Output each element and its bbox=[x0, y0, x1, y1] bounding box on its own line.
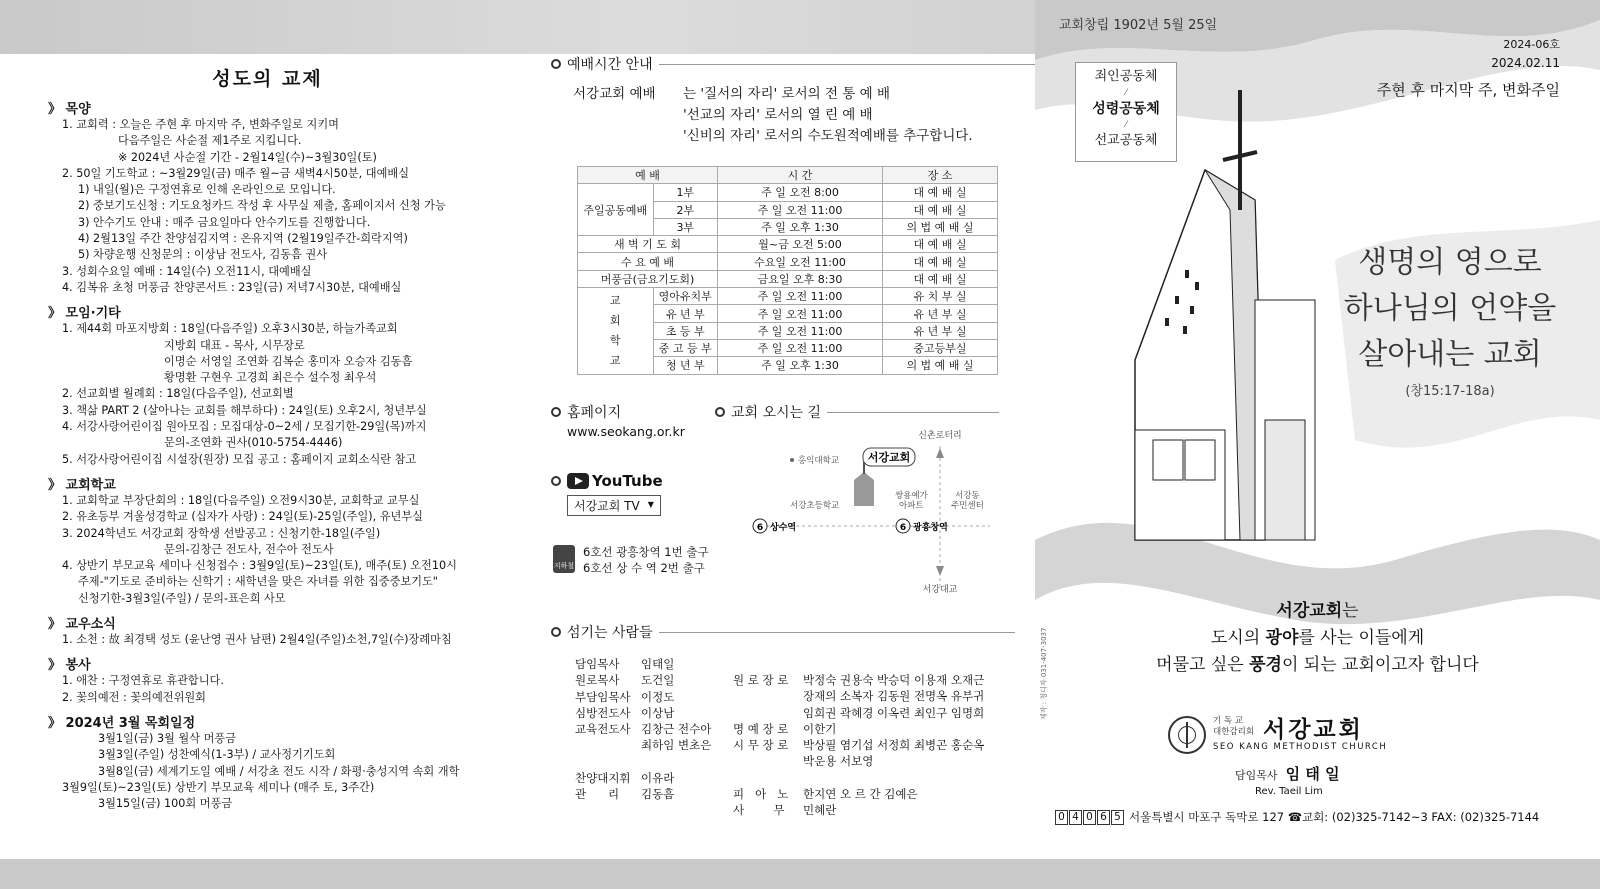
church-logo-seal bbox=[1168, 716, 1206, 754]
notice-line: 1. 소천 : 故 최경택 성도 (윤난영 권사 남편) 2월4일(주일)소천,7일(수)장례마침 bbox=[62, 633, 452, 647]
svg-text:6: 6 bbox=[899, 523, 907, 533]
intro-line: '선교의 자리' 로서의 열 린 예 배 bbox=[683, 107, 873, 123]
logo-english-name: SEO KANG METHODIST CHURCH bbox=[1213, 742, 1388, 752]
notice-line: 2. 꽃의예전 : 꽃의예전위원회 bbox=[62, 690, 206, 704]
staff-row bbox=[575, 754, 711, 770]
logo-denomination: 기 독 교 대한감리회 bbox=[1213, 716, 1255, 737]
section-heading: 》 교회학교 bbox=[48, 477, 116, 493]
staff-names: 장재의 소복자 김동원 전명옥 유부귀 bbox=[803, 689, 985, 704]
bulletin-date: 2024.02.11 bbox=[1491, 56, 1560, 70]
fellowship-panel bbox=[0, 54, 535, 859]
arrow-up-icon bbox=[936, 448, 944, 458]
info-panel bbox=[535, 54, 1035, 859]
staff-row bbox=[575, 656, 711, 672]
staff-row bbox=[575, 721, 711, 737]
staff-row bbox=[575, 770, 711, 786]
staff-role: 부담임목사 bbox=[575, 689, 631, 704]
staff-names: 박상필 염기섭 서정희 최병곤 홍순옥 bbox=[803, 738, 985, 753]
map-hongik-label: 홍익대학교 bbox=[798, 456, 840, 466]
notice-line: 2. 50일 기도학교 : ~3월29일(금) 매주 월~금 새벽4시50분, 대예배실 bbox=[62, 166, 410, 180]
staff-role: 찬양대지휘 bbox=[575, 771, 631, 786]
notice-line: 4) 2월13일 주간 찬양섬김지역 : 온유지역 (2월19일주간-희락지역) bbox=[78, 232, 408, 246]
staff-role: 담임목사 bbox=[575, 657, 620, 671]
directions-header: 교회 오시는 길 bbox=[715, 402, 999, 422]
section-heading: 》 목양 bbox=[48, 102, 91, 117]
staff-row bbox=[733, 721, 984, 737]
notice-line: 1. 제44회 마포지방회 : 18일(다음주일) 오후3시30분, 하늘가족교회 bbox=[62, 322, 398, 336]
staff-row bbox=[733, 753, 984, 769]
notice-line: 1) 내일(월)은 구정연휴로 인해 온라인으로 모입니다. bbox=[78, 183, 336, 197]
notice-line: 다음주일은 사순절 제1주로 지킵니다. bbox=[118, 134, 302, 148]
staff-role: 관 리 bbox=[575, 787, 620, 802]
bottom-band bbox=[0, 859, 1600, 889]
staff-role: 시 무 장 로 bbox=[733, 738, 789, 753]
table-row: 청 년 부 주 일 오후 1:30 의 법 예 배 실 bbox=[578, 357, 998, 374]
staff-names: 이상남 bbox=[641, 705, 675, 720]
notice-line: 3월15일(금) 100회 머풍금 bbox=[98, 797, 233, 811]
staff-row bbox=[733, 770, 984, 786]
staff-names: 도건일 bbox=[641, 673, 675, 688]
map-apt-label-1: 쌍용예가 bbox=[895, 491, 928, 501]
notice-line: 4. 서강사랑어린이집 원아모집 : 모집대상-0~2세 / 모집기한-29일(목)까지 bbox=[62, 420, 427, 434]
staff-names: 이유라 bbox=[641, 771, 675, 786]
map-elementary-label: 서강초등학교 bbox=[790, 501, 840, 511]
staff-row bbox=[733, 737, 984, 753]
staff-role: 심방전도사 bbox=[575, 705, 631, 720]
table-row: 교 회 학 교 영아유치부 주 일 오전 11:00 유 치 부 실 bbox=[578, 288, 998, 305]
map-center-label-2: 주민센터 bbox=[951, 501, 984, 511]
staff-names: 임희권 곽혜경 이옥련 최인구 임명희 bbox=[803, 705, 985, 720]
staff-names: 민혜란 bbox=[803, 803, 837, 818]
vision-statement: 서강교회는 도시의 광야를 사는 이들에게 머물고 싶은 풍경이 되는 교회이고자 합니다 bbox=[1156, 601, 1479, 675]
staff-row bbox=[575, 737, 711, 753]
postcode-digit: 0 bbox=[1055, 810, 1068, 825]
staff-names: 박운용 서보영 bbox=[803, 754, 874, 769]
postcode-digit: 6 bbox=[1097, 810, 1110, 825]
homepage-header: 홈페이지 bbox=[551, 402, 621, 422]
notice-line: 1. 교회력 : 오늘은 주현 후 마지막 주, 변화주일로 지키며 bbox=[62, 118, 339, 131]
bullet-circle-icon bbox=[551, 476, 561, 486]
homepage-url[interactable]: www.seokang.or.kr bbox=[567, 424, 685, 439]
arrow-down-icon bbox=[936, 566, 944, 576]
notice-line: 3. 책삶 PART 2 (살아나는 교회를 해부하다) : 24일(토) 오후2시, 청년부실 bbox=[62, 403, 427, 417]
staff-role: 원로목사 bbox=[575, 673, 620, 688]
staff-list-right bbox=[733, 672, 984, 819]
youtube-header: YouTube bbox=[551, 472, 663, 490]
notice-line: 주제-"기도로 준비하는 신학기 : 새학년을 맞은 자녀를 위한 집중중보기도" bbox=[78, 575, 438, 589]
section-heading: 》 2024년 3월 목회일정 bbox=[48, 715, 196, 731]
map-church-label: 서강교회 bbox=[867, 451, 911, 464]
map-north-label: 신촌로터리 bbox=[918, 431, 962, 441]
table-row: 유 년 부 주 일 오전 11:00 유 년 부 실 bbox=[578, 305, 998, 322]
notice-line: 1. 애찬 : 구정연휴로 휴관합니다. bbox=[62, 674, 224, 688]
founded-text: 교회창립 1902년 5월 25일 bbox=[1059, 18, 1218, 33]
staff-names: 이한기 bbox=[803, 721, 837, 736]
youtube-channel-box[interactable]: 서강교회 TV ▼ bbox=[567, 495, 661, 516]
notice-line: 4. 상반기 부모교육 세미나 신청접수 : 3월9일(토)~23일(토), 매주(토) 오전10시 bbox=[62, 559, 457, 573]
table-row: 수 요 예 배 수요일 오전 11:00 대 예 배 실 bbox=[578, 253, 998, 270]
table-row: 예 배 시 간 장 소 bbox=[578, 167, 998, 184]
section-heading: 》 교우소식 bbox=[48, 617, 116, 633]
intro-line: 서강교회 예배 는 '질서의 자리' 로서의 전 통 예 배 bbox=[573, 86, 890, 102]
youtube-play-icon bbox=[567, 473, 589, 489]
map-apt-label-2: 아파트 bbox=[899, 501, 924, 511]
staff-header: 섬기는 사람들 bbox=[551, 622, 1015, 642]
intro-line: '신비의 자리' 로서의 수도원적예배를 추구합니다. bbox=[683, 128, 973, 144]
staff-row bbox=[575, 689, 711, 705]
staff-row bbox=[575, 786, 711, 802]
postcode bbox=[1055, 810, 1125, 825]
notice-line: 문의-김창근 전도사, 전수아 전도사 bbox=[164, 542, 334, 556]
table-row: 새 벽 기 도 회 월~금 오전 5:00 대 예 배 실 bbox=[578, 236, 998, 253]
notice-line: 4. 김복유 초청 머풍금 찬양콘서트 : 23일(금) 저녁7시30분, 대예배실 bbox=[62, 280, 402, 294]
staff-role: 명 예 장 로 bbox=[733, 721, 789, 736]
map-station2-label: 광흥창역 bbox=[913, 523, 948, 533]
table-row: 중 고 등 부 주 일 오전 11:00 중고등부실 bbox=[578, 339, 998, 356]
notice-line: 이명순 서영일 조연화 김복순 홍미자 오승자 김동흠 bbox=[164, 354, 413, 368]
svg-text:6: 6 bbox=[756, 523, 764, 533]
notice-line: 3) 안수기도 안내 : 매주 금요일마다 안수기도를 진행합니다. bbox=[78, 215, 371, 229]
table-row: 주일공동예배 1부 주 일 오전 8:00 대 예 배 실 bbox=[578, 184, 998, 201]
notice-line: 2. 선교회별 월례회 : 18일(다음주일), 선교회별 bbox=[62, 387, 294, 401]
bible-verse: (창15:17-18a) bbox=[1405, 384, 1495, 399]
table-row: 초 등 부 주 일 오전 11:00 유 년 부 실 bbox=[578, 322, 998, 339]
staff-row bbox=[733, 802, 984, 818]
slogan: 생명의 영으로 하나님의 언약을 살아내는 교회 bbox=[1343, 245, 1557, 372]
notice-line: 3월9일(토)~23일(토) 상반기 부모교육 세미나 (매주 토, 3주간) bbox=[62, 780, 375, 794]
staff-names: 임태일 bbox=[641, 657, 675, 671]
staff-names: 김동흠 bbox=[641, 787, 675, 802]
staff-list-left bbox=[575, 656, 711, 803]
table-row: 2부 주 일 오전 11:00 대 예 배 실 bbox=[578, 201, 998, 218]
staff-row bbox=[575, 672, 711, 688]
printer-credit: 제작 : 청디자 031-407-3037 bbox=[1040, 627, 1048, 720]
staff-role: 피 아 노 bbox=[733, 787, 789, 802]
notice-line: 3월8일(금) 세계기도일 예배 / 서강초 전도 시작 / 화평·충성지역 속회 개학 bbox=[98, 764, 460, 778]
worship-header: 예배시간 안내 bbox=[551, 54, 1039, 74]
notice-line: 황명환 구현우 고경희 최은수 설수정 최우석 bbox=[164, 371, 377, 385]
subway-icon: 지하철 bbox=[553, 545, 575, 573]
notice-line: 5. 서강사랑어린이집 시설장(원장) 모집 공고 : 홈페이지 교회소식란 참고 bbox=[62, 452, 417, 466]
staff-names: 최하임 변초은 bbox=[641, 738, 712, 753]
sunday-title: 주현 후 마지막 주, 변화주일 bbox=[1376, 81, 1560, 99]
pastor-english: Rev. Taeil Lim bbox=[1255, 786, 1323, 797]
notice-line: 1. 교회학교 부장단회의 : 18일(다음주일) 오전9시30분, 교회학교 교무실 bbox=[62, 493, 420, 507]
postcode-digit: 0 bbox=[1083, 810, 1096, 825]
table-row: 3부 주 일 오후 1:30 의 법 예 배 실 bbox=[578, 218, 998, 235]
section-heading: 》 모임·기타 bbox=[48, 306, 121, 322]
staff-names: 박정숙 권용숙 박승덕 이용재 오재근 bbox=[803, 673, 985, 687]
notice-line: 신청기한-3월3일(주일) / 문의-표은희 사모 bbox=[78, 591, 286, 605]
staff-row bbox=[733, 786, 984, 802]
staff-names: 김창근 전수아 bbox=[641, 722, 712, 737]
notice-line: 3월1일(금) 3월 월삭 머풍금 bbox=[98, 731, 237, 745]
staff-row bbox=[733, 672, 984, 688]
pastor-line: 담임목사 임 태 일 bbox=[1235, 765, 1340, 783]
location-map bbox=[750, 426, 1020, 594]
fellowship-body bbox=[48, 94, 528, 812]
notice-line: ※ 2024년 사순절 기간 - 2월14일(수)~3월30일(토) bbox=[118, 150, 377, 164]
map-south-label: 서강대교 bbox=[922, 585, 958, 594]
postcode-digit: 4 bbox=[1069, 810, 1082, 825]
bullet-circle-icon bbox=[715, 407, 725, 417]
staff-row bbox=[733, 705, 984, 721]
staff-row bbox=[733, 688, 984, 704]
logo-church-name: 서강교회 bbox=[1263, 717, 1364, 743]
notice-line: 2) 중보기도신청 : 기도요청카드 작성 후 사무실 제출, 홈페이지서 신청 가능 bbox=[78, 199, 446, 213]
notice-line: 5) 차량운행 신청문의 : 이상남 전도사, 김동흠 권사 bbox=[78, 248, 328, 262]
worship-table bbox=[577, 166, 998, 375]
notice-line: 지방회 대표 - 목사, 시무장로 bbox=[164, 338, 305, 352]
cover-panel bbox=[1035, 0, 1600, 859]
community-box: 죄인공동체 ⁄ 성령공동체 ⁄ 선교공동체 bbox=[1075, 62, 1177, 162]
section-heading: 》 봉사 bbox=[48, 658, 91, 674]
notice-line: 2. 유초등부 겨울성경학교 (십자가 사랑) : 24일(토)-25일(주일), 유년부실 bbox=[62, 510, 423, 524]
staff-row bbox=[575, 705, 711, 721]
map-center-label-1: 서강동 bbox=[955, 491, 980, 501]
notice-line: 문의-조연화 권사(010-5754-4446) bbox=[164, 436, 343, 450]
address-line: 0 4 0 6 5 서울특별시 마포구 독막로 127 ☎교회: (02)325-7142~3 FAX: (02)325-7144 bbox=[1055, 809, 1539, 825]
bullet-circle-icon bbox=[551, 407, 561, 417]
dropdown-icon: ▼ bbox=[647, 500, 654, 509]
worship-intro bbox=[573, 84, 973, 147]
map-station1-label: 상수역 bbox=[770, 523, 797, 533]
issue-number: 2024-06호 bbox=[1503, 38, 1560, 51]
church-building-icon bbox=[854, 472, 874, 506]
staff-role: 사 무 bbox=[733, 803, 785, 818]
staff-names: 이정도 bbox=[641, 689, 675, 704]
fellowship-title: 성도의 교제 bbox=[212, 68, 323, 90]
subway-directions: 6호선 광흥창역 1번 출구 6호선 상 수 역 2번 출구 bbox=[583, 545, 709, 575]
postcode-digit: 5 bbox=[1111, 810, 1124, 825]
staff-role: 교육전도사 bbox=[575, 722, 631, 737]
staff-role: 원 로 장 로 bbox=[733, 673, 789, 687]
bullet-circle-icon bbox=[551, 627, 561, 637]
notice-line: 3. 성회수요일 예배 : 14일(수) 오전11시, 대예배실 bbox=[62, 264, 312, 278]
bullet-circle-icon bbox=[551, 59, 561, 69]
table-row: 머풍금(금요기도회) 금요일 오후 8:30 대 예 배 실 bbox=[578, 270, 998, 287]
notice-line: 3. 2024학년도 서강교회 장학생 선발공고 : 신청기한-18일(주일) bbox=[62, 526, 381, 540]
staff-names: 한지연 오 르 간 김예은 bbox=[803, 787, 918, 802]
notice-line: 3월3일(주일) 성찬예식(1-3부) / 교사정기기도회 bbox=[98, 748, 336, 762]
